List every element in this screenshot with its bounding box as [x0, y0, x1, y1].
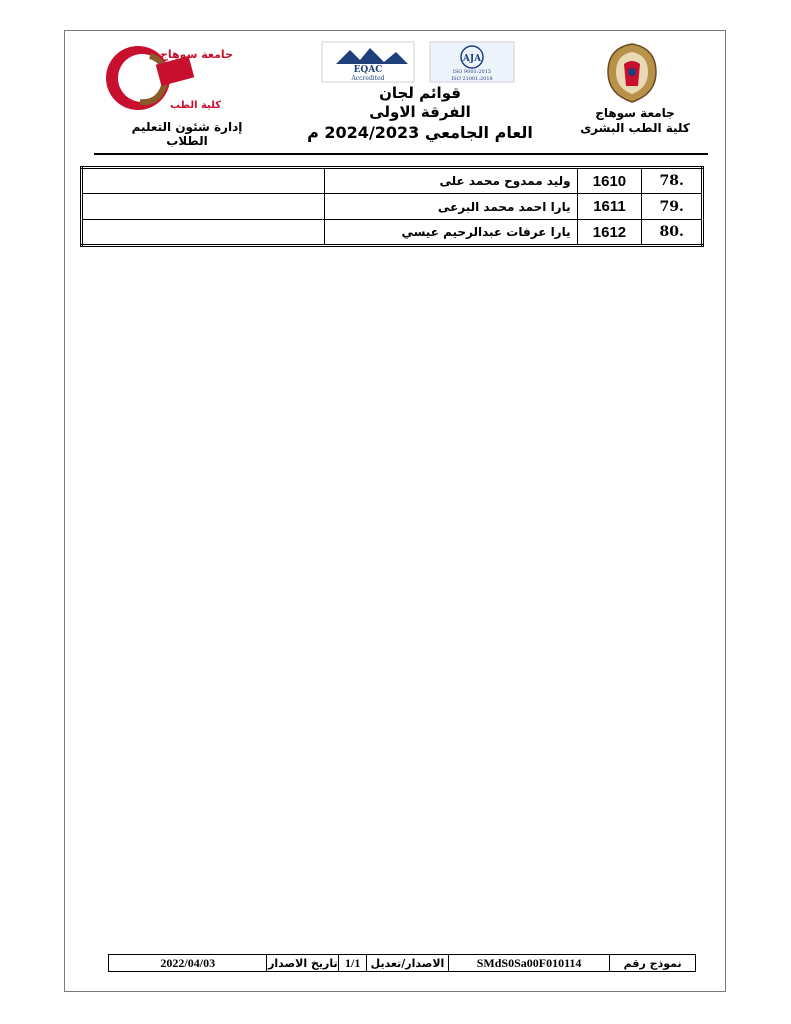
table-row [82, 194, 703, 220]
table-row [82, 168, 703, 194]
university-name: جامعة سوهاج [595, 106, 675, 120]
form-number: SMdS0Sa00F010114 [448, 955, 609, 971]
faculty-name: كلية الطب البشرى [580, 121, 690, 135]
blank-cell [82, 168, 325, 194]
aja-iso-1: ISO 9001:2015 [452, 69, 492, 75]
header-divider [94, 153, 708, 155]
aja-title: AJA [462, 54, 482, 64]
administration-caption: إدارة شئون التعليم الطلاب [131, 120, 243, 148]
faculty-logo [100, 42, 233, 114]
issue-date: 2022/04/03 [160, 955, 216, 970]
form-number-label: نموذج رقم [609, 955, 695, 971]
page-title: قوائم لجان [379, 84, 461, 102]
row-index: .80 [642, 220, 703, 246]
seat-number: 1611 [577, 194, 642, 220]
table-row [82, 220, 703, 246]
eqac-title: EQAC [353, 65, 383, 75]
version-label: الاصدار/تعديل [366, 955, 448, 971]
issue-date-label: تاريخ الاصدار [268, 956, 338, 970]
blank-cell [82, 194, 325, 220]
page-title-block [300, 84, 540, 144]
seat-number: 1612 [577, 220, 642, 246]
blank-cell [82, 220, 325, 246]
committee-table [80, 166, 704, 247]
seat-number: 1610 [577, 168, 642, 194]
student-name: وليد ممدوح محمد على [324, 168, 577, 194]
student-name: يارا احمد محمد البرعى [324, 194, 577, 220]
student-name: يارا عرفات عبدالرحيم عيسي [324, 220, 577, 246]
aja-iso-2: ISO 21001:2018 [451, 76, 493, 82]
version-value: 1/1 [338, 955, 366, 971]
university-caption [580, 106, 690, 136]
svg-text:جامعة سوهاج: جامعة سوهاج [160, 48, 233, 61]
class-year: الفرقة الاولى [369, 103, 471, 121]
university-emblem [604, 42, 660, 104]
accreditation-logos [322, 42, 514, 82]
academic-year: العام الجامعي 2024/2023 م [307, 123, 533, 142]
form-footer [108, 954, 696, 972]
row-index: .78 [642, 168, 703, 194]
svg-text:كلية الطب: كلية الطب [170, 100, 222, 111]
eqac-sub: Accredited [351, 75, 385, 82]
row-index: .79 [642, 194, 703, 220]
